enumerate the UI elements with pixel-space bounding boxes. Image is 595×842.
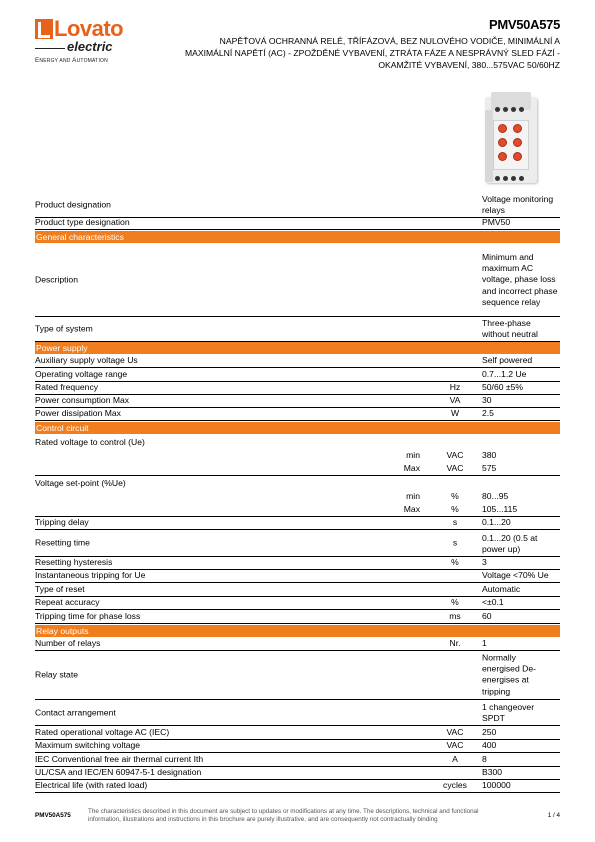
row-power-consumption: Power consumption Max VA 30: [35, 395, 560, 408]
brand-name: Lovato: [54, 16, 124, 41]
row-resetting-time: Resetting time s 0.1...20 (0.5 at power up): [35, 530, 560, 557]
row-trip-phase-loss: Tripping time for phase loss ms 60: [35, 610, 560, 624]
footer-disclaimer: The characteristics described in this document are subject to updates or modifications at any time. The descriptions, technical and functional information, illustrations and instructions in this brochure are purely illustrative, and are consequently not contractually binding: [88, 808, 479, 823]
section-relay-outputs: Relay outputs: [35, 625, 560, 637]
row-rated-frequency: Rated frequency Hz 50/60 ±5%: [35, 382, 560, 395]
row-product-type: Product type designation PMV50: [35, 218, 560, 230]
row-setpoint-min: min % 80...95: [406, 490, 509, 501]
row-description: Description Minimum and maximum AC voltage, phase loss and incorrect phase sequence relay: [35, 244, 560, 317]
logo-mark-icon: [35, 19, 53, 39]
row-relay-state: Relay state Normally energised De-energises at tripping: [35, 651, 560, 700]
row-aux-supply: Auxiliary supply voltage Us Self powered: [35, 356, 560, 368]
row-electrical-life: Electrical life (with rated load) cycles 100000: [35, 780, 560, 793]
row-type-of-system: Type of system Three-phase without neutral: [35, 317, 560, 342]
page-number: 1 / 4: [547, 812, 560, 819]
section-general: General characteristics: [35, 231, 560, 243]
row-number-of-relays: Number of relays Nr. 1: [35, 638, 560, 651]
row-ul-csa: UL/CSA and IEC/EN 60947-5-1 designation B300: [35, 767, 560, 780]
row-iec-current: IEC Conventional free air thermal current Ith A 8: [35, 753, 560, 767]
row-hysteresis: Resetting hysteresis % 3: [35, 557, 560, 570]
row-contact-arrangement: Contact arrangement 1 changeover SPDT: [35, 700, 560, 726]
row-product-designation: Product designation Voltage monitoring relays: [35, 192, 560, 218]
footer-product-code: PMV50A575: [35, 812, 71, 819]
row-rated-op-voltage: Rated operational voltage AC (IEC) VAC 250: [35, 726, 560, 740]
product-title: NAPĚŤOVÁ OCHRANNÁ RELÉ, TŘÍFÁZOVÁ, BEZ NULOVÉHO VODIČE, MINIMÁLNÍ A MAXIMÁLNÍ NAPĚTÍ (AC) - ZPOŽDĚNÉ VYBAVENÍ, ZTRÁTA FÁZE A NESPRÁVNÝ SLED FÁZÍ - OKAMŽITÉ VYBAVENÍ, 380...575VAC 50/60HZ: [184, 36, 560, 71]
row-max-switching-voltage: Maximum switching voltage VAC 400: [35, 740, 560, 753]
section-control-circuit: Control circuit: [35, 422, 560, 434]
section-power-supply: Power supply: [35, 342, 560, 354]
brand-tagline: ENERGY AND AUTOMATION: [35, 57, 108, 64]
row-operating-range: Operating voltage range 0.7...1.2 Ue: [35, 369, 560, 382]
row-instant-tripping: Instantaneous tripping for Ue Voltage <70% Ue: [35, 570, 560, 583]
row-tripping-delay: Tripping delay s 0.1...20: [35, 517, 560, 530]
row-reset-type: Type of reset Automatic: [35, 583, 560, 597]
row-setpoint: Voltage set-point (%Ue): [35, 477, 126, 488]
row-rated-voltage-min: min VAC 380: [406, 449, 497, 460]
product-code: PMV50A575: [488, 17, 560, 32]
brand-sub: electric: [67, 39, 113, 54]
row-repeat-accuracy: Repeat accuracy % <±0.1: [35, 597, 560, 610]
product-image: [481, 92, 541, 188]
row-rated-voltage: Rated voltage to control (Ue): [35, 436, 145, 447]
row-power-dissipation: Power dissipation Max W 2.5: [35, 408, 560, 421]
row-rated-voltage-max: Max VAC 575: [35, 462, 560, 476]
row-setpoint-max: Max % 105...115: [35, 503, 560, 517]
